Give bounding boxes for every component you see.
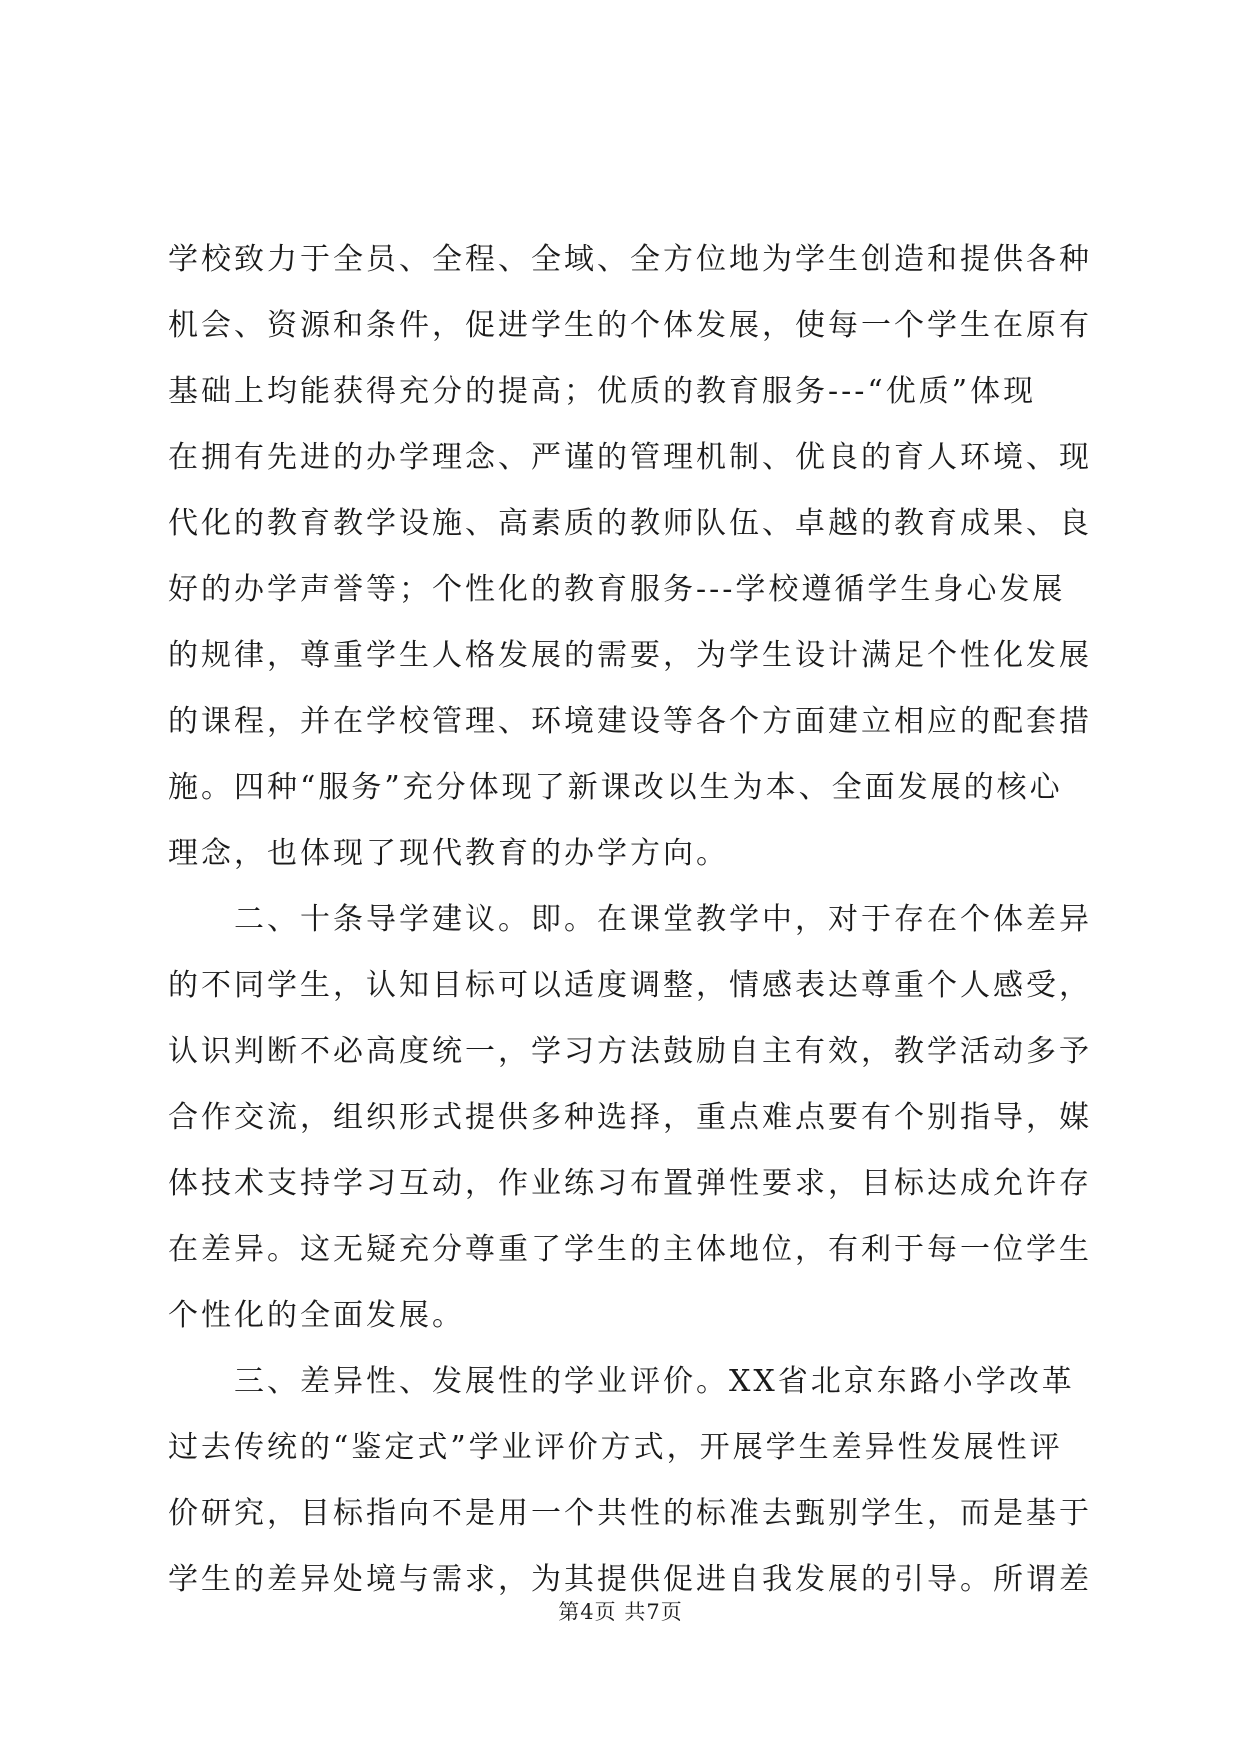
- paragraph-start-line: 二、十条导学建议。即。在课堂教学中，对于存在个体差异: [168, 902, 1092, 937]
- text-line: 体技术支持学习互动，作业练习布置弹性要求，目标达成允许存: [168, 1166, 1092, 1201]
- text-line: 学校致力于全员、全程、全域、全方位地为学生创造和提供各种: [168, 242, 1092, 277]
- text-line: 的规律，尊重学生人格发展的需要，为学生设计满足个性化发展: [168, 638, 1092, 673]
- text-line: 过去传统的“鉴定式”学业评价方式，开展学生差异性发展性评: [168, 1430, 1063, 1465]
- text-line: 在拥有先进的办学理念、严谨的管理机制、优良的育人环境、现: [168, 440, 1092, 475]
- text-line: 合作交流，组织形式提供多种选择，重点难点要有个别指导，媒: [168, 1100, 1092, 1135]
- text-line: 个性化的全面发展。: [168, 1298, 465, 1333]
- text-line: 认识判断不必高度统一，学习方法鼓励自主有效，教学活动多予: [168, 1034, 1092, 1069]
- text-line: 好的办学声誉等；个性化的教育服务---学校遵循学生身心发展: [168, 572, 1066, 607]
- page-number-footer: 第4页 共7页: [558, 1600, 683, 1624]
- body-text: [168, 227, 1103, 1613]
- text-line: 学生的差异处境与需求，为其提供促进自我发展的引导。所谓差: [168, 1562, 1092, 1597]
- text-line: 在差异。这无疑充分尊重了学生的主体地位，有利于每一位学生: [168, 1232, 1092, 1267]
- text-line: 价研究，目标指向不是用一个共性的标准去甄别学生，而是基于: [168, 1496, 1092, 1531]
- paragraph-start-line: 三、差异性、发展性的学业评价。XX省北京东路小学改革: [168, 1364, 1075, 1399]
- text-line: 基础上均能获得充分的提高；优质的教育服务---“优质”体现: [168, 374, 1037, 409]
- text-line: 机会、资源和条件，促进学生的个体发展，使每一个学生在原有: [168, 308, 1092, 343]
- text-line: 理念，也体现了现代教育的办学方向。: [168, 836, 729, 871]
- text-line: 施。四种“服务”充分体现了新课改以生为本、全面发展的核心: [168, 770, 1063, 805]
- text-line: 的课程，并在学校管理、环境建设等各个方面建立相应的配套措: [168, 704, 1092, 739]
- text-line: 的不同学生，认知目标可以适度调整，情感表达尊重个人感受，: [168, 968, 1092, 1003]
- text-line: 代化的教育教学设施、高素质的教师队伍、卓越的教育成果、良: [168, 506, 1092, 541]
